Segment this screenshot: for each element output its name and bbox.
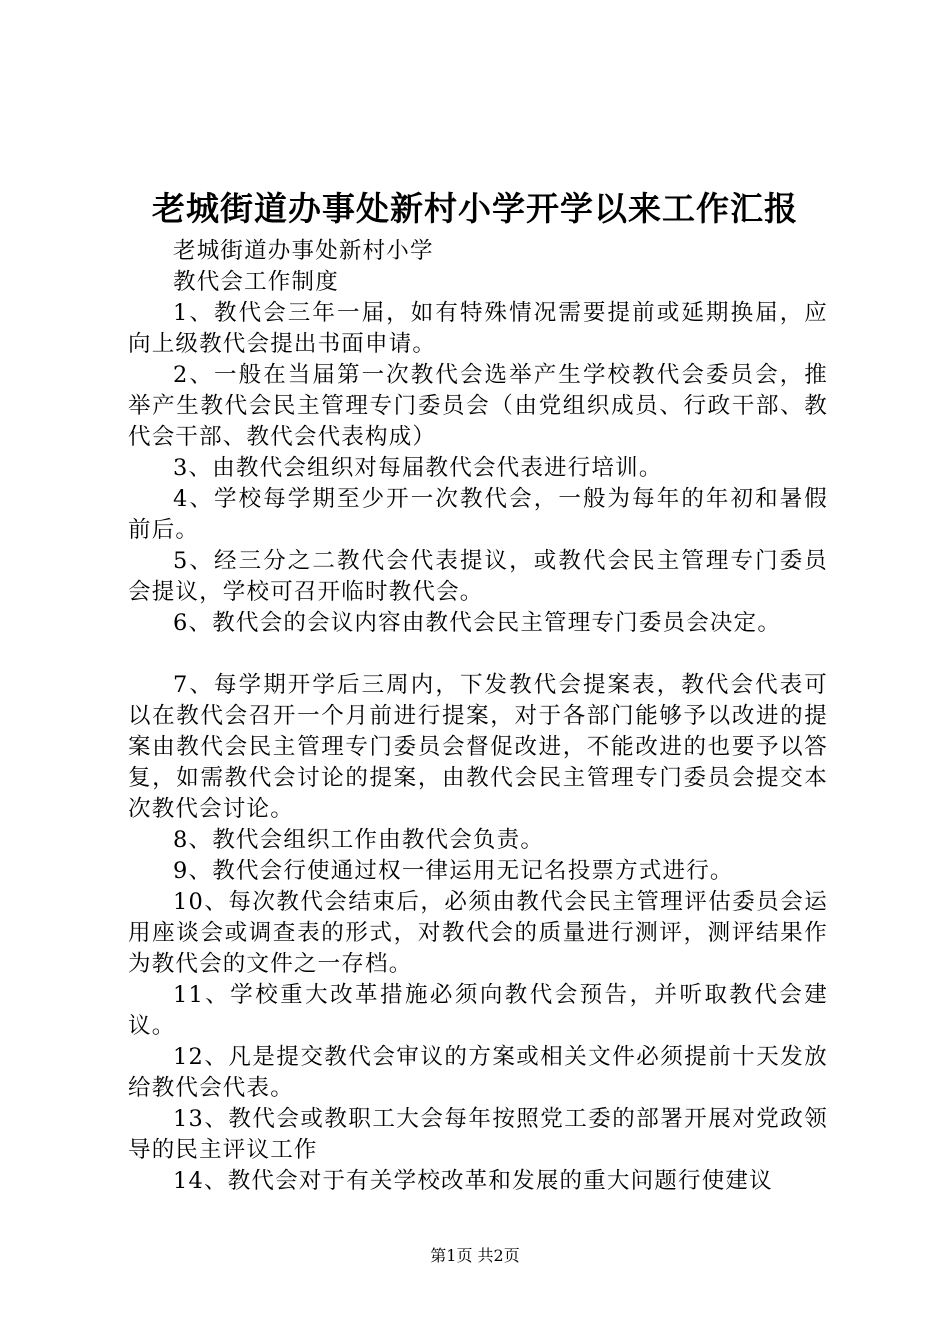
paragraph-7: 7、每学期开学后三周内，下发教代会提案表，教代会代表可以在教代会召开一个月前进行提案，对于各部门能够予以改进的提案由教代会民主管理专门委员会督促改进，不能改进的也要予以答复，如需教代会讨论的提案，由教代会民主管理专门委员会提交本次教代会讨论。: [128, 672, 828, 822]
paragraph-2: 2、一般在当届第一次教代会选举产生学校教代会委员会，推举产生教代会民主管理专门委员会（由党组织成员、行政干部、教代会干部、教代会代表构成）: [128, 362, 828, 450]
paragraph-11: 11、学校重大改革措施必须向教代会预告，并听取教代会建议。: [128, 982, 828, 1039]
paragraph-3: 3、由教代会组织对每届教代会代表进行培训。: [173, 455, 663, 481]
document-body: [128, 236, 828, 1197]
paragraph-4: 4、学校每学期至少开一次教代会，一般为每年的年初和暑假前后。: [128, 486, 828, 543]
paragraph-6: 6、教代会的会议内容由教代会民主管理专门委员会决定。: [173, 610, 782, 636]
paragraph-5: 5、经三分之二教代会代表提议，或教代会民主管理专门委员会提议，学校可召开临时教代会。: [128, 548, 828, 605]
paragraph-10: 10、每次教代会结束后，必须由教代会民主管理评估委员会运用座谈会或调查表的形式，对教代会的质量进行测评，测评结果作为教代会的文件之一存档。: [128, 889, 828, 977]
subtitle-line: 老城街道办事处新村小学: [173, 238, 434, 264]
page-indicator: 第1页 共2页: [430, 1246, 520, 1265]
paragraph-8: 8、教代会组织工作由教代会负责。: [173, 827, 545, 853]
document-title: 老城街道办事处新村小学开学以来工作汇报: [152, 189, 798, 228]
blank-line: [128, 639, 828, 670]
paragraph-1: 1、教代会三年一届，如有特殊情况需要提前或延期换届，应向上级教代会提出书面申请。: [128, 300, 828, 357]
paragraph-12: 12、凡是提交教代会审议的方案或相关文件必须提前十天发放给教代会代表。: [128, 1044, 828, 1101]
paragraph-13: 13、教代会或教职工大会每年按照党工委的部署开展对党政领导的民主评议工作: [128, 1106, 828, 1163]
paragraph-14: 14、教代会对于有关学校改革和发展的重大问题行使建议: [173, 1168, 773, 1194]
paragraph-9: 9、教代会行使通过权一律运用无记名投票方式进行。: [173, 858, 734, 884]
section-heading: 教代会工作制度: [173, 269, 339, 295]
